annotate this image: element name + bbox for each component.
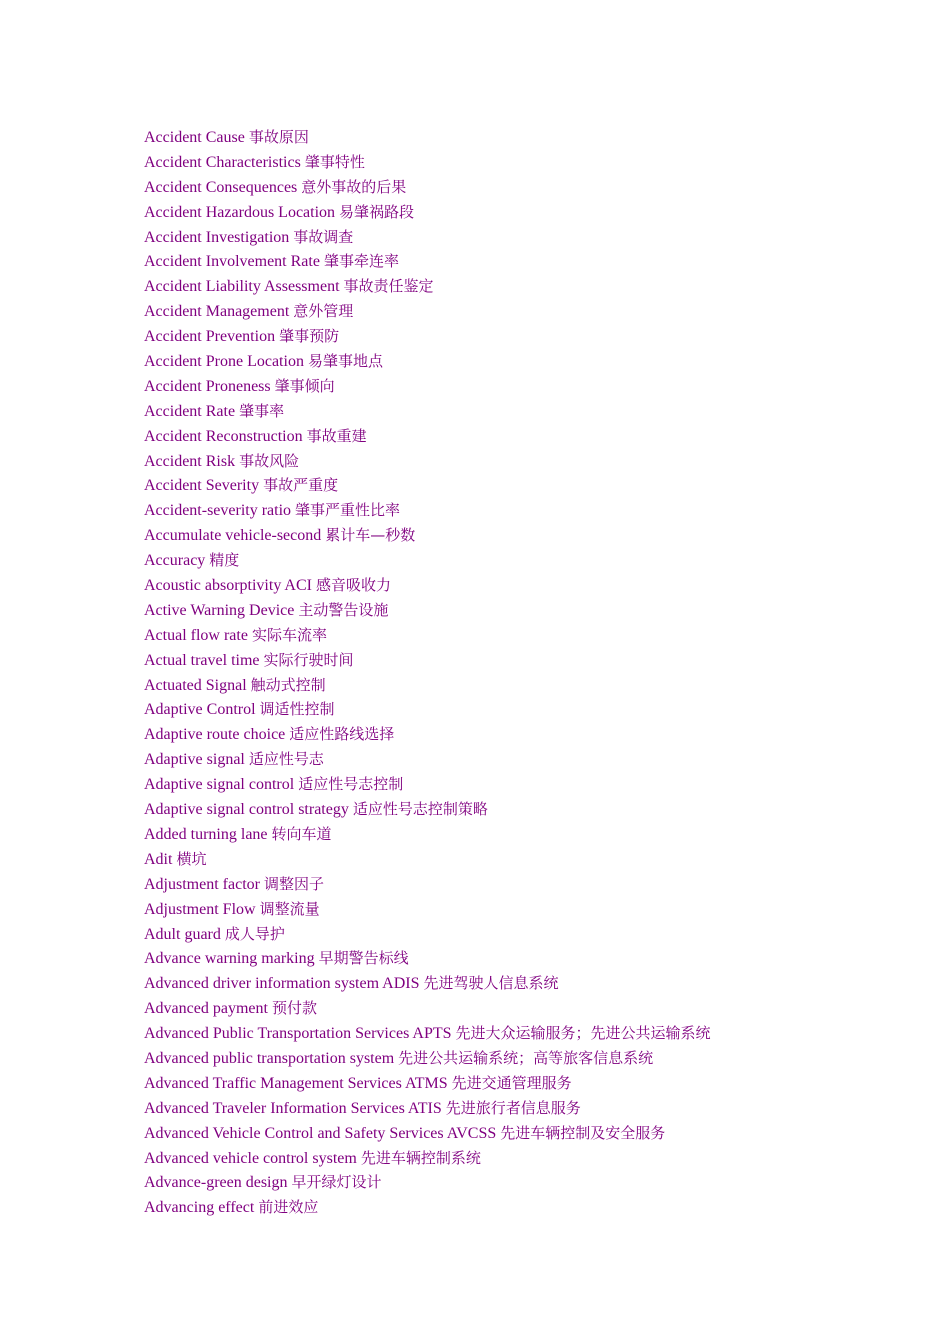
entry-english-term: Advanced driver information system ADIS xyxy=(144,975,420,993)
glossary-entry xyxy=(144,200,711,225)
entry-english-term: Adaptive signal control strategy xyxy=(144,801,349,819)
entry-english-term: Adjustment Flow xyxy=(144,900,256,918)
entry-english-term: Advanced public transportation system xyxy=(144,1049,395,1067)
entry-chinese-term: 累计车—秒数 xyxy=(325,526,416,545)
glossary-entry xyxy=(144,324,711,349)
entry-chinese-term: 主动警告设施 xyxy=(298,600,389,619)
glossary-entry xyxy=(144,299,711,324)
entry-chinese-term: 先进驾驶人信息系统 xyxy=(423,974,559,993)
entry-chinese-term: 事故风险 xyxy=(239,451,300,470)
entry-english-term: Advanced Public Transportation Services APTS xyxy=(144,1025,452,1043)
entry-english-term: Accident Cause xyxy=(144,129,245,146)
entry-english-term: Active Warning Device xyxy=(144,601,295,619)
glossary-entry xyxy=(144,772,711,797)
glossary-entry xyxy=(144,249,711,274)
entry-chinese-term: 早期警告标线 xyxy=(318,949,409,968)
glossary-entry xyxy=(144,349,711,374)
entry-english-term: Accident Rate xyxy=(144,402,236,420)
glossary-entry xyxy=(144,1046,711,1071)
entry-english-term: Accuracy xyxy=(144,552,206,570)
entry-english-term: Adaptive signal control xyxy=(144,776,295,794)
entry-english-term: Actuated Signal xyxy=(144,676,247,694)
glossary-entry xyxy=(144,847,711,872)
entry-chinese-term: 肇事特性 xyxy=(304,152,365,171)
entry-chinese-term: 意外管理 xyxy=(293,302,354,321)
entry-chinese-term: 适应性号志 xyxy=(248,750,324,769)
entry-chinese-term: 肇事严重性比率 xyxy=(295,501,401,520)
entry-chinese-term: 调整流量 xyxy=(259,899,320,918)
entry-english-term: Adjustment factor xyxy=(144,875,260,893)
glossary-entry xyxy=(144,872,711,897)
entry-english-term: Adaptive Control xyxy=(144,701,256,719)
glossary-entry xyxy=(144,747,711,772)
glossary-entry xyxy=(144,274,711,299)
entry-chinese-term: 早开绿灯设计 xyxy=(291,1173,382,1192)
entry-chinese-term: 触动式控制 xyxy=(250,675,326,694)
entry-chinese-term: 肇事率 xyxy=(239,401,285,420)
entry-english-term: Advancing effect xyxy=(144,1199,255,1217)
entry-english-term: Accident Hazardous Location xyxy=(144,203,336,221)
glossary-entry xyxy=(144,1071,711,1096)
entry-english-term: Actual flow rate xyxy=(144,626,248,644)
entry-chinese-term: 前进效应 xyxy=(258,1198,319,1217)
glossary-entry xyxy=(144,822,711,847)
entry-chinese-term: 先进车辆控制及安全服务 xyxy=(500,1123,666,1142)
glossary-entry xyxy=(144,996,711,1021)
glossary-entry xyxy=(144,548,711,573)
entry-english-term: Adult guard xyxy=(144,925,221,943)
entry-english-term: Accident Prone Location xyxy=(144,353,304,371)
glossary-list xyxy=(144,125,711,1220)
entry-chinese-term: 事故原因 xyxy=(248,128,309,146)
entry-chinese-term: 易肇事地点 xyxy=(307,352,383,371)
glossary-entry xyxy=(144,946,711,971)
glossary-entry xyxy=(144,648,711,673)
entry-english-term: Adit xyxy=(144,850,173,868)
glossary-entry xyxy=(144,897,711,922)
entry-chinese-term: 先进公共运输系统；高等旅客信息系统 xyxy=(398,1048,654,1067)
entry-english-term: Advance-green design xyxy=(144,1174,288,1192)
glossary-entry xyxy=(144,374,711,399)
glossary-entry xyxy=(144,1146,711,1171)
glossary-entry xyxy=(144,175,711,200)
entry-chinese-term: 先进车辆控制系统 xyxy=(360,1148,481,1167)
entry-english-term: Accident Management xyxy=(144,303,290,321)
entry-english-term: Acoustic absorptivity ACI xyxy=(144,577,312,595)
entry-chinese-term: 事故严重度 xyxy=(263,476,339,495)
entry-chinese-term: 成人导护 xyxy=(224,924,285,943)
glossary-entry xyxy=(144,971,711,996)
entry-english-term: Accident Investigation xyxy=(144,228,290,246)
entry-chinese-term: 事故调查 xyxy=(293,227,354,246)
entry-english-term: Advanced Vehicle Control and Safety Services AVCSS xyxy=(144,1124,497,1142)
glossary-entry xyxy=(144,697,711,722)
glossary-entry xyxy=(144,424,711,449)
glossary-entry xyxy=(144,449,711,474)
entry-english-term: Advanced Traveler Information Services ATIS xyxy=(144,1099,442,1117)
entry-english-term: Accident Involvement Rate xyxy=(144,253,320,271)
entry-english-term: Accumulate vehicle-second xyxy=(144,527,322,545)
entry-english-term: Accident Prevention xyxy=(144,328,276,346)
entry-english-term: Accident Liability Assessment xyxy=(144,278,340,296)
entry-chinese-term: 感音吸收力 xyxy=(315,576,391,595)
entry-english-term: Accident Characteristics xyxy=(144,153,301,171)
glossary-entry xyxy=(144,125,711,150)
entry-english-term: Added turning lane xyxy=(144,825,268,843)
glossary-entry xyxy=(144,1170,711,1195)
entry-english-term: Accident Risk xyxy=(144,452,236,470)
entry-chinese-term: 易肇祸路段 xyxy=(339,202,415,221)
glossary-entry xyxy=(144,473,711,498)
glossary-entry xyxy=(144,722,711,747)
entry-chinese-term: 肇事预防 xyxy=(279,327,340,346)
entry-english-term: Advanced vehicle control system xyxy=(144,1149,357,1167)
glossary-entry xyxy=(144,498,711,523)
entry-chinese-term: 适应性路线选择 xyxy=(289,725,395,744)
entry-chinese-term: 先进交通管理服务 xyxy=(451,1073,572,1092)
entry-chinese-term: 事故责任鉴定 xyxy=(343,277,434,296)
entry-english-term: Adaptive route choice xyxy=(144,726,286,744)
entry-chinese-term: 先进大众运输服务；先进公共运输系统 xyxy=(455,1024,711,1043)
glossary-entry xyxy=(144,1195,711,1220)
entry-chinese-term: 实际车流率 xyxy=(251,625,327,644)
glossary-entry xyxy=(144,673,711,698)
entry-chinese-term: 肇事倾向 xyxy=(274,376,335,395)
entry-chinese-term: 实际行驶时间 xyxy=(263,650,354,669)
entry-chinese-term: 调整因子 xyxy=(263,874,324,893)
glossary-entry xyxy=(144,1096,711,1121)
entry-english-term: Advanced Traffic Management Services ATMS xyxy=(144,1074,448,1092)
glossary-entry xyxy=(144,573,711,598)
glossary-entry xyxy=(144,1121,711,1146)
glossary-entry xyxy=(144,623,711,648)
entry-chinese-term: 意外事故的后果 xyxy=(301,177,407,196)
glossary-entry xyxy=(144,150,711,175)
entry-english-term: Accident Severity xyxy=(144,477,260,495)
entry-english-term: Adaptive signal xyxy=(144,751,245,769)
entry-english-term: Accident Consequences xyxy=(144,178,298,196)
entry-chinese-term: 事故重建 xyxy=(306,426,367,445)
entry-chinese-term: 适应性号志控制 xyxy=(298,775,404,794)
entry-english-term: Actual travel time xyxy=(144,651,260,669)
entry-chinese-term: 精度 xyxy=(209,551,240,570)
entry-english-term: Advanced payment xyxy=(144,1000,268,1018)
entry-chinese-term: 肇事牵连率 xyxy=(323,252,399,271)
entry-english-term: Advance warning marking xyxy=(144,950,315,968)
entry-english-term: Accident Proneness xyxy=(144,377,271,395)
entry-chinese-term: 适应性号志控制策略 xyxy=(352,800,488,819)
entry-english-term: Accident Reconstruction xyxy=(144,427,303,445)
entry-chinese-term: 先进旅行者信息服务 xyxy=(445,1098,581,1117)
glossary-entry xyxy=(144,225,711,250)
glossary-entry xyxy=(144,797,711,822)
glossary-entry xyxy=(144,523,711,548)
glossary-entry xyxy=(144,598,711,623)
entry-chinese-term: 转向车道 xyxy=(271,824,332,843)
glossary-entry xyxy=(144,1021,711,1046)
entry-chinese-term: 调适性控制 xyxy=(259,700,335,719)
entry-chinese-term: 横坑 xyxy=(176,849,207,868)
entry-chinese-term: 预付款 xyxy=(271,999,317,1018)
glossary-entry xyxy=(144,399,711,424)
entry-english-term: Accident-severity ratio xyxy=(144,502,292,520)
glossary-entry xyxy=(144,922,711,947)
